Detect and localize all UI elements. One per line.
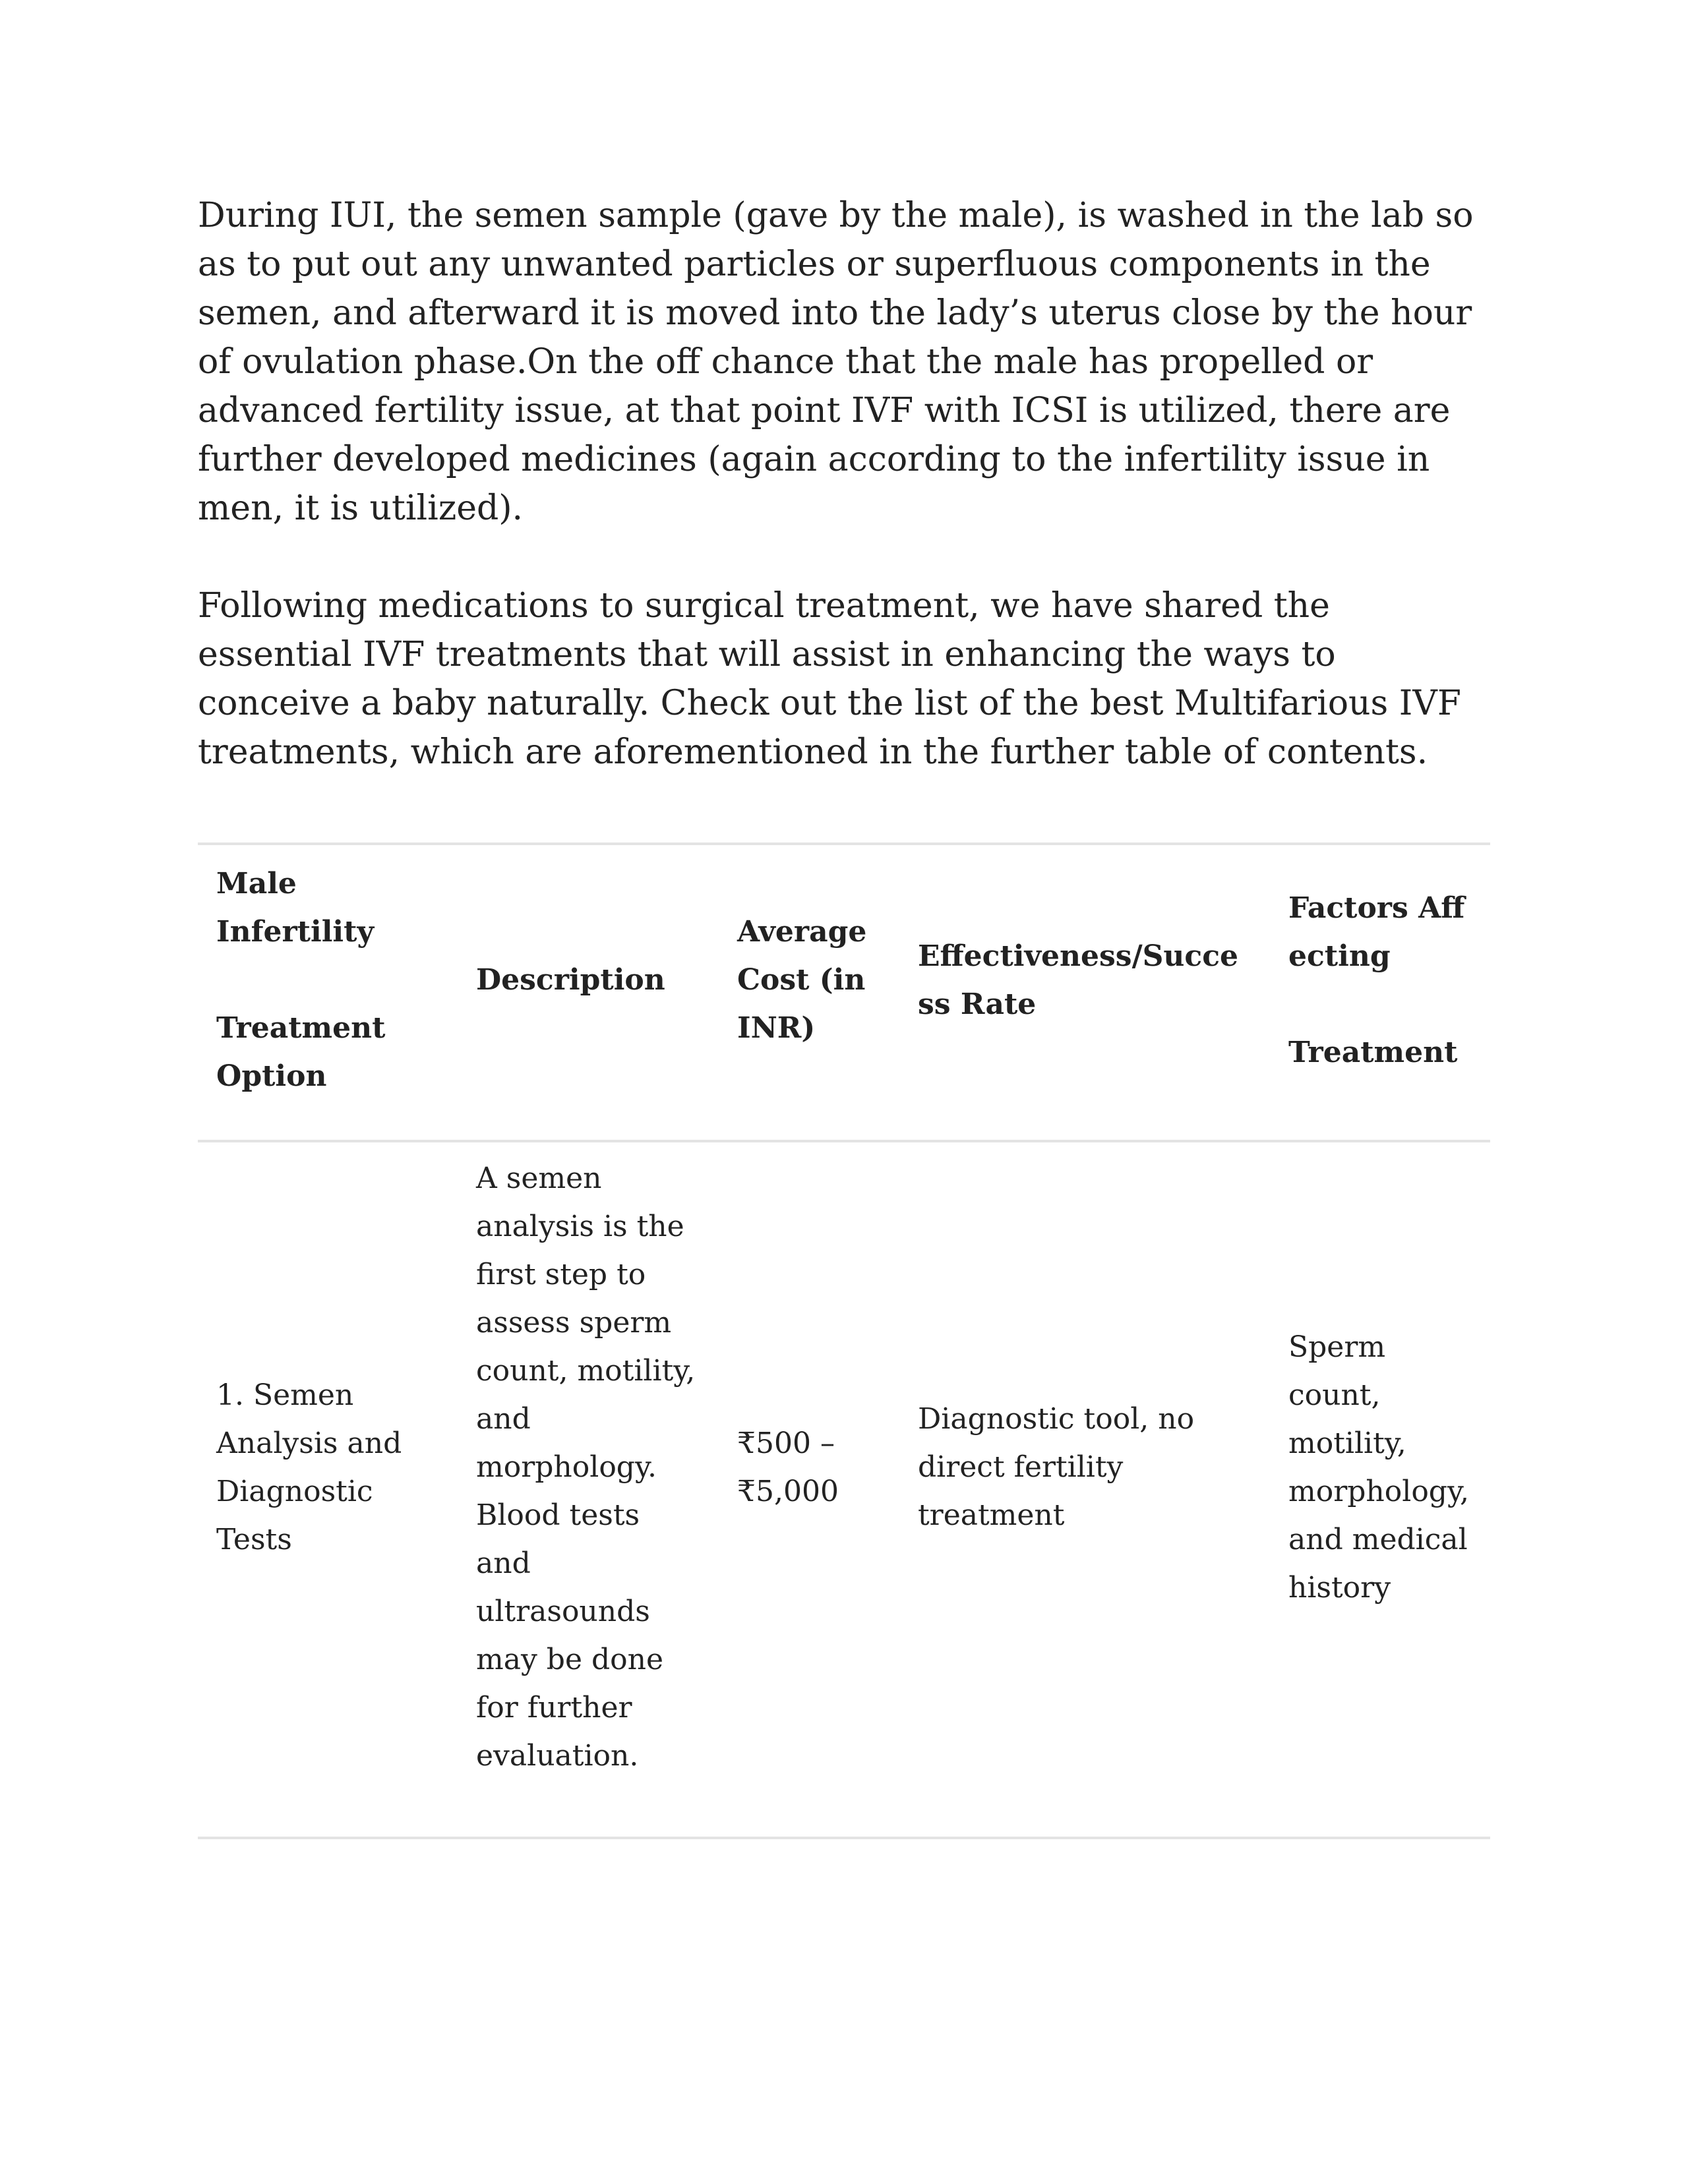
cell-effectiveness: Diagnostic tool, no direct fertility treatment bbox=[918, 1402, 1195, 1532]
table-row bbox=[198, 1141, 1490, 1838]
cell-average-cost: ₹500 – ₹5,000 bbox=[737, 1426, 839, 1508]
male-infertility-treatment-table bbox=[198, 842, 1490, 1839]
header-average-cost: Average Cost (in INR) bbox=[719, 844, 899, 1141]
header-treatment-option: Male Infertility Treatment Option bbox=[198, 844, 458, 1141]
document-page bbox=[198, 191, 1490, 1839]
header-description: Description bbox=[458, 844, 719, 1141]
table-header-row bbox=[198, 844, 1490, 1141]
intro-paragraph-iui: During IUI, the semen sample (gave by the male), is washed in the lab so as to put out any unwanted particles or superfluous components in the semen, and afterward it is moved into the lady’s uterus close by the hour of ovulation phase.On the off chance that the male has propelled or advanced fertility issue, at that point IVF with ICSI is utilized, there are further developed medicines (again according to the infertility issue in men, it is utilized). bbox=[198, 196, 1474, 528]
cell-treatment-option: 1. Semen Analysis and Diagnostic Tests bbox=[216, 1378, 402, 1556]
cell-factors-affecting: Sperm count, motility, morphology, and medical history bbox=[1288, 1330, 1469, 1605]
header-effectiveness: Effectiveness/Success Rate bbox=[899, 844, 1270, 1141]
intro-paragraph-ivf: Following medications to surgical treatment, we have shared the essential IVF treatments that will assist in enhancing the ways to conceive a baby naturally. Check out the list of the best Multifarious IVF treatments, which are aforementioned in the further table of contents. bbox=[198, 586, 1461, 772]
header-factors-affecting: Factors Affecting Treatment bbox=[1270, 844, 1490, 1141]
cell-description: A semen analysis is the first step to assess sperm count, motility, and morphology. Blood tests and ultrasounds may be done for further evaluation. bbox=[476, 1162, 696, 1773]
